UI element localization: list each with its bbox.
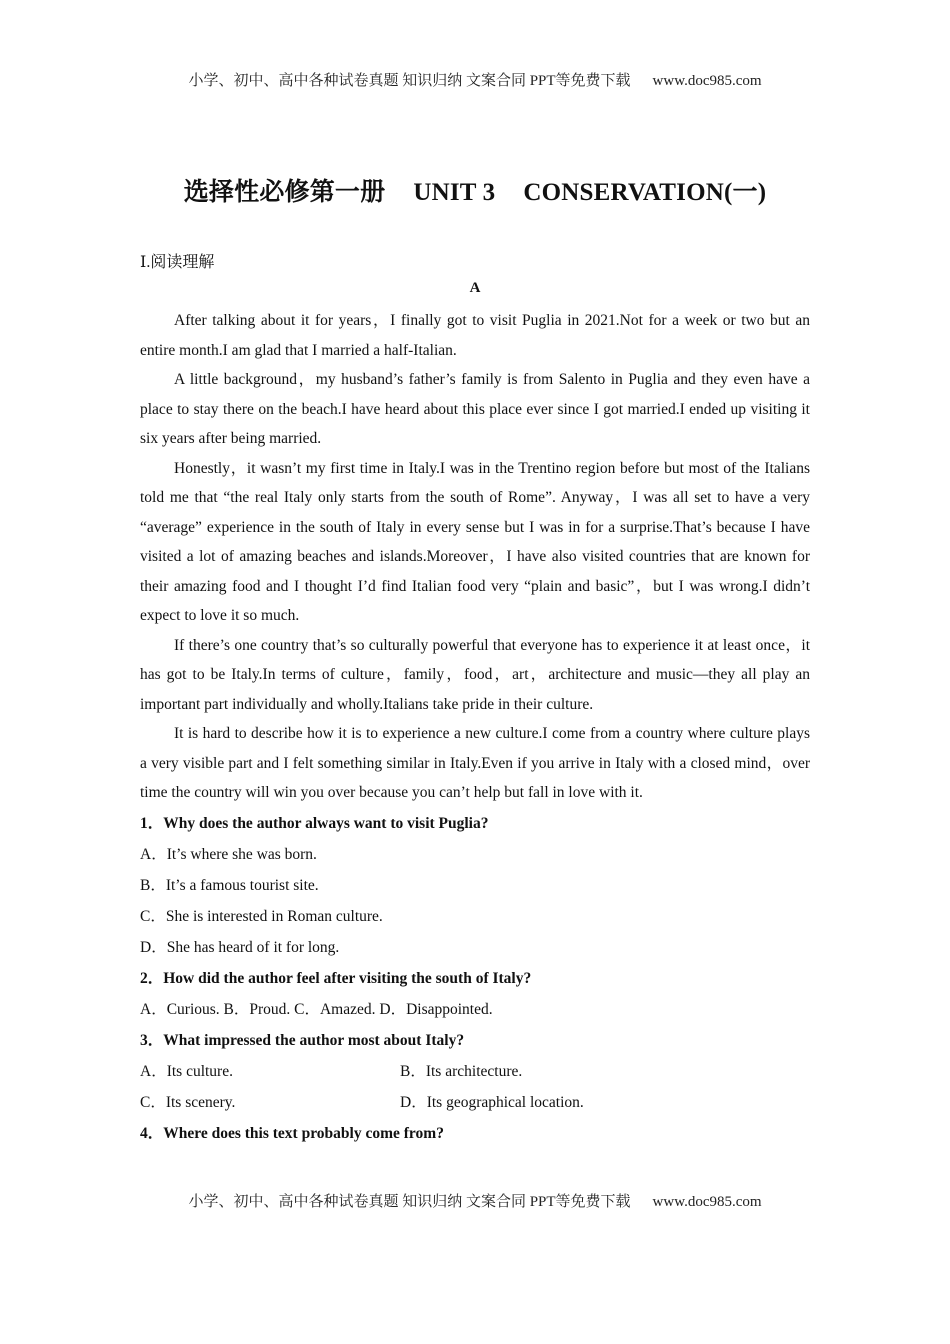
title-name: CONSERVATION(一) — [523, 179, 767, 206]
title-cn: 选择性必修第一册 — [183, 179, 386, 206]
question-option: D．She has heard of it for long. — [140, 938, 340, 956]
question-stem: 3．What impressed the author most about Italy? — [140, 1031, 465, 1049]
option-row — [140, 1056, 810, 1087]
paragraph: Honestly，it wasn’t my first time in Italy.I was in the Trentino region before but most of the Italians told me that “the real Italy only starts from the south of Rome”. Anyway，I was all set to have a very “average” experience in the south of Italy in every sense but I was in for a surprise.That’s because I have visited a lot of amazing beaches and islands.Moreover，I have also visited countries that are known for their amazing food and I thought I’d find Italian food very “plain and basic”，but I was wrong.I didn’t expect to love it so much. — [140, 459, 810, 624]
page-title — [0, 172, 950, 208]
question-option: C．Its scenery. — [140, 1093, 236, 1111]
question-stem: 4．Where does this text probably come from? — [140, 1124, 444, 1142]
passage-body — [140, 306, 810, 1149]
page-header — [0, 69, 950, 90]
question-option: C．She is interested in Roman culture. — [140, 907, 383, 925]
footer-text: 小学、初中、高中各种试卷真题 知识归纳 文案合同 PPT等免费下载 — [188, 1194, 631, 1210]
section-label: Ⅰ.阅读理解 — [140, 254, 215, 271]
question-option: A．Its culture. — [140, 1062, 233, 1080]
paragraph: A little background，my husband’s father’s family is from Salento in Puglia and they even have a place to stay there on the beach.I have heard about this place ever since I got married.I ended up visiting it six years after being married. — [140, 371, 810, 447]
question-option: B．Its architecture. — [400, 1062, 523, 1080]
page-footer — [0, 1190, 950, 1211]
question-option: A．It’s where she was born. — [140, 845, 317, 863]
paragraph: It is hard to describe how it is to experience a new culture.I come from a country where culture plays a very visible part and I felt something similar in Italy.Even if you arrive in Italy with a closed mind，over time the country will win you over because you can’t help but fall in love with it. — [140, 725, 810, 801]
footer-url[interactable]: www.doc985.com — [652, 1194, 762, 1210]
header-text: 小学、初中、高中各种试卷真题 知识归纳 文案合同 PPT等免费下载 — [188, 73, 631, 89]
passage-letter: A — [469, 280, 481, 296]
question-stem: 1．Why does the author always want to visit Puglia? — [140, 814, 489, 832]
question-stem: 2．How did the author feel after visiting the south of Italy? — [140, 969, 532, 987]
option-row — [140, 1087, 810, 1118]
header-url[interactable]: www.doc985.com — [652, 73, 762, 89]
title-unit: UNIT 3 — [413, 179, 496, 206]
question-option: B．It’s a famous tourist site. — [140, 876, 319, 894]
question-option: D．Its geographical location. — [400, 1093, 584, 1111]
question-options-line: A．Curious. B．Proud. C．Amazed. D．Disappointed. — [140, 1000, 493, 1018]
paragraph: If there’s one country that’s so culturally powerful that everyone has to experience it at least once，it has got to be Italy.In terms of culture，family，food，art，architecture and music—they all play an important part individually and wholly.Italians take pride in their culture. — [140, 636, 810, 713]
paragraph: After talking about it for years，I finally got to visit Puglia in 2021.Not for a week or two but an entire month.I am glad that I married a half-Italian. — [140, 312, 810, 359]
